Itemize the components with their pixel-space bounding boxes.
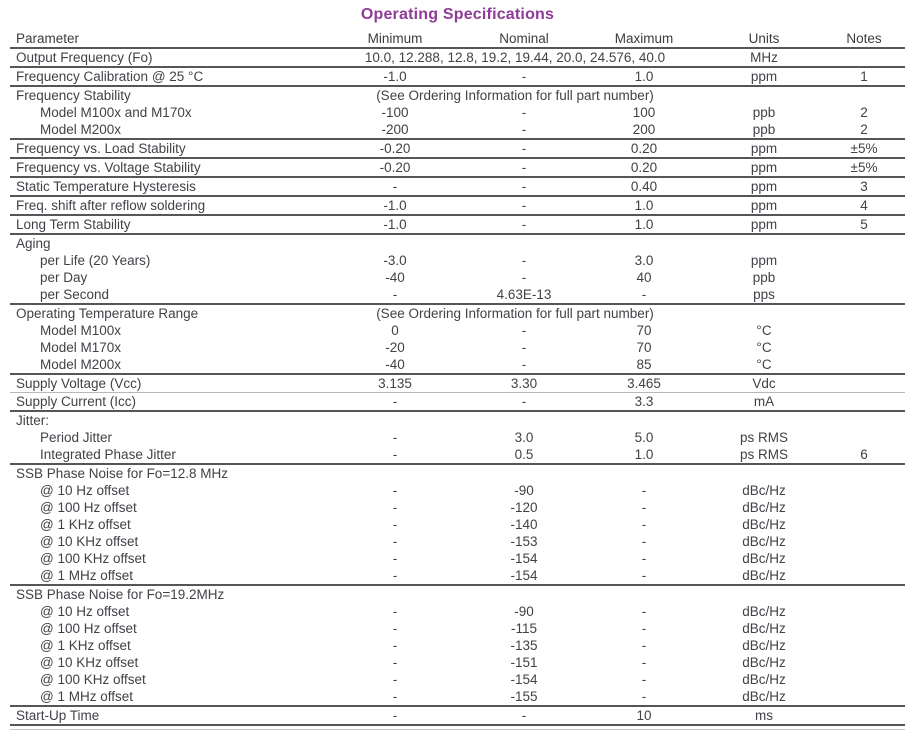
- minimum-cell: -: [392, 689, 398, 704]
- minimum-cell: [325, 234, 465, 252]
- nominal-cell: -153: [510, 534, 538, 549]
- maximum-cell: 0.20: [583, 158, 705, 177]
- parameter-cell: @ 100 Hz offset: [40, 500, 137, 515]
- maximum-cell: -: [641, 604, 647, 619]
- minimum-cell: -: [392, 287, 398, 302]
- units-cell: [705, 304, 823, 322]
- table-row: [10, 516, 905, 533]
- parameter-cell: Long Term Stability: [10, 215, 325, 234]
- nominal-cell: -: [521, 270, 527, 285]
- minimum-cell: -1.0: [325, 215, 465, 234]
- units-cell: ppm: [705, 215, 823, 234]
- parameter-cell: @ 10 Hz offset: [40, 604, 130, 619]
- units-cell: dBc/Hz: [742, 517, 786, 532]
- minimum-cell: -: [392, 621, 398, 636]
- notes-cell: [823, 411, 905, 429]
- minimum-cell: -: [325, 177, 465, 196]
- maximum-cell: [583, 234, 705, 252]
- notes-cell: [823, 234, 905, 252]
- nominal-cell: -: [465, 67, 583, 86]
- parameter-cell: Static Temperature Hysteresis: [10, 177, 325, 196]
- units-cell: °C: [756, 357, 772, 372]
- units-cell: °C: [756, 323, 772, 338]
- minimum-cell: -0.20: [325, 158, 465, 177]
- nominal-cell: 3.30: [465, 374, 583, 393]
- units-cell: dBc/Hz: [742, 604, 786, 619]
- units-cell: [705, 86, 823, 104]
- units-cell: ppb: [752, 105, 776, 120]
- notes-cell: [823, 671, 905, 688]
- units-cell: ppm: [705, 139, 823, 158]
- table-header-row: [10, 30, 905, 48]
- spanning-value-cell: (See Ordering Information for full part number): [325, 86, 705, 104]
- table-row: [10, 304, 905, 322]
- minimum-cell: -: [325, 706, 465, 725]
- table-row: [10, 339, 905, 356]
- parameter-cell: SSB Phase Noise for Fo=19.2MHz: [10, 585, 325, 603]
- nominal-cell: -90: [514, 483, 534, 498]
- table-row: [10, 104, 905, 121]
- parameter-cell: @ 10 KHz offset: [40, 534, 139, 549]
- maximum-cell: [583, 585, 705, 603]
- units-cell: [705, 234, 823, 252]
- parameter-cell: per Second: [40, 287, 110, 302]
- nominal-cell: [465, 464, 583, 482]
- parameter-cell: @ 1 KHz offset: [40, 638, 131, 653]
- minimum-cell: -: [392, 447, 398, 462]
- notes-cell: [823, 86, 905, 104]
- maximum-cell: 1.0: [583, 67, 705, 86]
- notes-cell: 2: [860, 122, 868, 137]
- operating-specifications-table: [10, 30, 905, 726]
- minimum-cell: -: [392, 500, 398, 515]
- minimum-cell: -: [392, 483, 398, 498]
- table-row: [10, 637, 905, 654]
- nominal-cell: 0.5: [514, 447, 534, 462]
- table-row: [10, 322, 905, 339]
- spanning-value-cell: (See Ordering Information for full part number): [325, 304, 705, 322]
- maximum-cell: -: [641, 551, 647, 566]
- nominal-cell: -: [521, 340, 527, 355]
- maximum-cell: -: [641, 568, 647, 583]
- notes-cell: [823, 533, 905, 550]
- units-cell: pps: [753, 287, 775, 302]
- units-cell: dBc/Hz: [742, 568, 786, 583]
- table-row: [10, 177, 905, 196]
- minimum-cell: [325, 464, 465, 482]
- minimum-cell: -: [392, 672, 398, 687]
- parameter-cell: Freq. shift after reflow soldering: [10, 196, 325, 215]
- parameter-cell: Frequency vs. Load Stability: [10, 139, 325, 158]
- units-cell: ppm: [750, 253, 778, 268]
- nominal-cell: -: [521, 357, 527, 372]
- units-cell: ppm: [705, 158, 823, 177]
- column-header-units: Units: [705, 30, 823, 48]
- parameter-cell: @ 100 Hz offset: [40, 621, 137, 636]
- minimum-cell: 0: [391, 323, 399, 338]
- notes-cell: [823, 585, 905, 603]
- notes-cell: [823, 374, 905, 393]
- table-row: [10, 269, 905, 286]
- notes-cell: [823, 429, 905, 446]
- maximum-cell: [583, 411, 705, 429]
- notes-cell: [823, 603, 905, 620]
- notes-cell: [823, 304, 905, 322]
- units-cell: [705, 464, 823, 482]
- minimum-cell: -: [392, 655, 398, 670]
- minimum-cell: -: [392, 551, 398, 566]
- maximum-cell: -: [641, 517, 647, 532]
- table-row: [10, 446, 905, 464]
- maximum-cell: 1.0: [583, 215, 705, 234]
- minimum-cell: -: [392, 638, 398, 653]
- nominal-cell: -: [521, 253, 527, 268]
- parameter-cell: Model M100x: [40, 323, 122, 338]
- notes-cell: [823, 286, 905, 304]
- table-row: [10, 139, 905, 158]
- minimum-cell: -20: [385, 340, 405, 355]
- table-row: [10, 121, 905, 139]
- minimum-cell: 3.135: [325, 374, 465, 393]
- units-cell: °C: [756, 340, 772, 355]
- table-row: [10, 464, 905, 482]
- maximum-cell: 0.20: [583, 139, 705, 158]
- maximum-cell: 1.0: [634, 447, 654, 462]
- nominal-cell: -: [521, 122, 527, 137]
- units-cell: ms: [705, 706, 823, 725]
- maximum-cell: -: [641, 655, 647, 670]
- nominal-cell: -: [465, 196, 583, 215]
- notes-cell: [823, 688, 905, 706]
- minimum-cell: -100: [381, 105, 409, 120]
- units-cell: ppm: [705, 67, 823, 86]
- minimum-cell: -: [392, 517, 398, 532]
- minimum-cell: -0.20: [325, 139, 465, 158]
- nominal-cell: 3.0: [514, 430, 534, 445]
- parameter-cell: Integrated Phase Jitter: [40, 447, 176, 462]
- minimum-cell: -3.0: [383, 253, 407, 268]
- parameter-cell: @ 10 Hz offset: [40, 483, 130, 498]
- table-row: [10, 252, 905, 269]
- parameter-cell: Model M100x and M170x: [40, 105, 192, 120]
- parameter-cell: Jitter:: [10, 411, 325, 429]
- maximum-cell: -: [641, 638, 647, 653]
- maximum-cell: 0.40: [583, 177, 705, 196]
- parameter-cell: @ 100 KHz offset: [40, 672, 146, 687]
- minimum-cell: -40: [385, 270, 405, 285]
- units-cell: dBc/Hz: [742, 621, 786, 636]
- units-cell: dBc/Hz: [742, 672, 786, 687]
- parameter-cell: Start-Up Time: [10, 706, 325, 725]
- table-row: [10, 234, 905, 252]
- maximum-cell: 40: [636, 270, 652, 285]
- nominal-cell: -140: [510, 517, 538, 532]
- column-header-parameter: Parameter: [10, 30, 325, 48]
- parameter-cell: per Day: [40, 270, 88, 285]
- table-row: [10, 603, 905, 620]
- nominal-cell: -: [465, 139, 583, 158]
- minimum-cell: -40: [385, 357, 405, 372]
- units-cell: [705, 411, 823, 429]
- table-row: [10, 671, 905, 688]
- units-cell: dBc/Hz: [742, 534, 786, 549]
- parameter-cell: @ 1 MHz offset: [40, 568, 133, 583]
- table-row: [10, 86, 905, 104]
- nominal-cell: -: [521, 105, 527, 120]
- nominal-cell: -155: [510, 689, 538, 704]
- maximum-cell: 200: [632, 122, 656, 137]
- parameter-cell: @ 1 MHz offset: [40, 689, 133, 704]
- notes-cell: [823, 252, 905, 269]
- notes-cell: 4: [823, 196, 905, 215]
- units-cell: mA: [705, 393, 823, 412]
- parameter-cell: SSB Phase Noise for Fo=12.8 MHz: [10, 464, 325, 482]
- units-cell: ppb: [752, 122, 776, 137]
- page-title: Operating Specifications: [360, 6, 555, 23]
- units-cell: [705, 585, 823, 603]
- notes-cell: [823, 322, 905, 339]
- maximum-cell: 10: [583, 706, 705, 725]
- parameter-cell: Model M200x: [40, 357, 122, 372]
- maximum-cell: -: [641, 534, 647, 549]
- parameter-cell: per Life (20 Years): [40, 253, 151, 268]
- minimum-cell: -200: [381, 122, 409, 137]
- notes-cell: [823, 48, 905, 67]
- table-row: [10, 48, 905, 67]
- table-row: [10, 374, 905, 393]
- table-row: [10, 550, 905, 567]
- units-cell: dBc/Hz: [742, 500, 786, 515]
- table-row: [10, 196, 905, 215]
- parameter-cell: @ 1 KHz offset: [40, 517, 131, 532]
- maximum-cell: -: [641, 500, 647, 515]
- maximum-cell: -: [641, 621, 647, 636]
- table-row: [10, 429, 905, 446]
- units-cell: dBc/Hz: [742, 655, 786, 670]
- parameter-cell: Operating Temperature Range: [10, 304, 325, 322]
- notes-cell: [823, 482, 905, 499]
- maximum-cell: -: [641, 672, 647, 687]
- units-cell: Vdc: [705, 374, 823, 393]
- maximum-cell: -: [641, 287, 647, 302]
- notes-cell: 2: [860, 105, 868, 120]
- parameter-cell: Period Jitter: [40, 430, 113, 445]
- table-row: [10, 706, 905, 725]
- minimum-cell: -: [392, 604, 398, 619]
- maximum-cell: 5.0: [634, 430, 654, 445]
- column-header-minimum: Minimum: [325, 30, 465, 48]
- parameter-cell: Supply Voltage (Vcc): [10, 374, 325, 393]
- nominal-cell: -135: [510, 638, 538, 653]
- nominal-cell: -: [465, 177, 583, 196]
- maximum-cell: 70: [636, 323, 652, 338]
- table-row: [10, 688, 905, 706]
- units-cell: ppm: [705, 177, 823, 196]
- minimum-cell: -1.0: [325, 196, 465, 215]
- maximum-cell: 3.3: [583, 393, 705, 412]
- parameter-cell: Output Frequency (Fo): [10, 48, 325, 67]
- parameter-cell: Frequency Calibration @ 25 °C: [10, 67, 325, 86]
- minimum-cell: [325, 585, 465, 603]
- minimum-cell: -: [392, 430, 398, 445]
- minimum-cell: -1.0: [325, 67, 465, 86]
- notes-cell: 1: [823, 67, 905, 86]
- parameter-cell: @ 10 KHz offset: [40, 655, 139, 670]
- notes-cell: [823, 339, 905, 356]
- maximum-cell: 3.465: [583, 374, 705, 393]
- nominal-cell: -: [465, 393, 583, 412]
- maximum-cell: 70: [636, 340, 652, 355]
- maximum-cell: 3.0: [634, 253, 654, 268]
- nominal-cell: [465, 411, 583, 429]
- table-row: [10, 286, 905, 304]
- table-row: [10, 158, 905, 177]
- nominal-cell: 4.63E-13: [496, 287, 552, 302]
- units-cell: dBc/Hz: [742, 638, 786, 653]
- maximum-cell: -: [641, 483, 647, 498]
- minimum-cell: [325, 411, 465, 429]
- maximum-cell: 1.0: [583, 196, 705, 215]
- units-cell: ppm: [705, 196, 823, 215]
- nominal-cell: -154: [510, 568, 538, 583]
- notes-cell: [823, 654, 905, 671]
- notes-cell: [823, 516, 905, 533]
- parameter-cell: @ 100 KHz offset: [40, 551, 146, 566]
- table-row: [10, 654, 905, 671]
- units-cell: ps RMS: [739, 447, 788, 462]
- notes-cell: ±5%: [823, 139, 905, 158]
- units-cell: ps RMS: [739, 430, 788, 445]
- minimum-cell: -: [392, 534, 398, 549]
- notes-cell: 3: [823, 177, 905, 196]
- notes-cell: [823, 706, 905, 725]
- maximum-cell: 100: [632, 105, 656, 120]
- maximum-cell: -: [641, 689, 647, 704]
- spanning-value-cell: 10.0, 12.288, 12.8, 19.2, 19.44, 20.0, 24.576, 40.0: [325, 48, 705, 67]
- table-row: [10, 499, 905, 516]
- notes-cell: 5: [823, 215, 905, 234]
- table-row: [10, 620, 905, 637]
- units-cell: MHz: [705, 48, 823, 67]
- notes-cell: [823, 269, 905, 286]
- parameter-cell: Frequency Stability: [10, 86, 325, 104]
- nominal-cell: -120: [510, 500, 538, 515]
- units-cell: dBc/Hz: [742, 689, 786, 704]
- parameter-cell: Model M200x: [40, 122, 122, 137]
- notes-cell: [823, 620, 905, 637]
- units-cell: dBc/Hz: [742, 551, 786, 566]
- nominal-cell: -90: [514, 604, 534, 619]
- parameter-cell: Aging: [10, 234, 325, 252]
- notes-cell: [823, 356, 905, 374]
- notes-cell: [823, 637, 905, 654]
- parameter-cell: Supply Current (Icc): [10, 393, 325, 412]
- nominal-cell: -151: [510, 655, 538, 670]
- column-header-nominal: Nominal: [465, 30, 583, 48]
- nominal-cell: -: [465, 158, 583, 177]
- table-row: [10, 533, 905, 550]
- table-row: [10, 585, 905, 603]
- column-header-maximum: Maximum: [583, 30, 705, 48]
- notes-cell: [823, 393, 905, 412]
- maximum-cell: [583, 464, 705, 482]
- minimum-cell: -: [392, 568, 398, 583]
- table-row: [10, 482, 905, 499]
- notes-cell: ±5%: [823, 158, 905, 177]
- units-cell: ppb: [752, 270, 776, 285]
- maximum-cell: 85: [636, 357, 652, 372]
- units-cell: dBc/Hz: [742, 483, 786, 498]
- nominal-cell: -: [465, 706, 583, 725]
- table-row: [10, 567, 905, 585]
- nominal-cell: [465, 234, 583, 252]
- notes-cell: 6: [860, 447, 868, 462]
- nominal-cell: -115: [510, 621, 538, 636]
- table-row: [10, 411, 905, 429]
- nominal-cell: -: [465, 215, 583, 234]
- notes-cell: [823, 499, 905, 516]
- minimum-cell: -: [325, 393, 465, 412]
- table-row: [10, 393, 905, 412]
- parameter-cell: Frequency vs. Voltage Stability: [10, 158, 325, 177]
- nominal-cell: -: [521, 323, 527, 338]
- nominal-cell: [465, 585, 583, 603]
- nominal-cell: -154: [510, 672, 538, 687]
- column-header-notes: Notes: [823, 30, 905, 48]
- table-row: [10, 215, 905, 234]
- spec-table-body: [10, 48, 905, 725]
- notes-cell: [823, 464, 905, 482]
- nominal-cell: -154: [510, 551, 538, 566]
- table-row: [10, 356, 905, 374]
- table-row: [10, 67, 905, 86]
- notes-cell: [823, 567, 905, 585]
- notes-cell: [823, 550, 905, 567]
- parameter-cell: Model M170x: [40, 340, 122, 355]
